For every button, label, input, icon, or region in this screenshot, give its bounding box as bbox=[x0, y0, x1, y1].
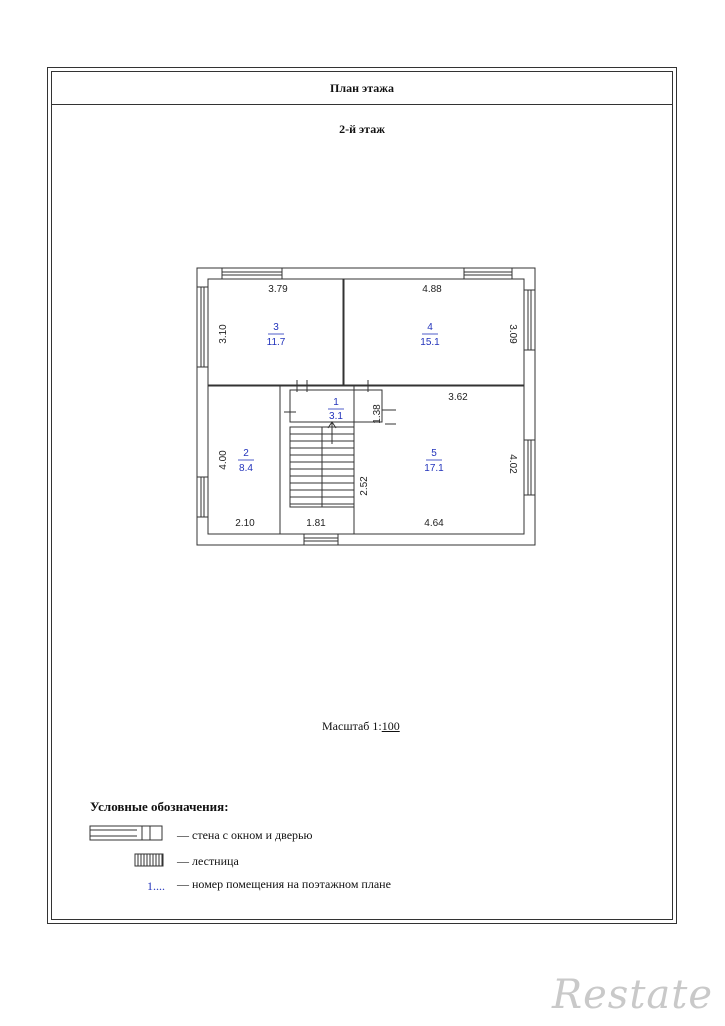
room-2-area: 8.4 bbox=[239, 463, 253, 474]
legend-item-wall: — стена с окном и дверью bbox=[177, 828, 313, 842]
room-3-area: 11.7 bbox=[266, 337, 286, 348]
hall-outline bbox=[280, 386, 354, 534]
legend-room-number-symbol: 1.... bbox=[147, 879, 165, 893]
window-right-upper bbox=[524, 290, 535, 350]
legend-item-room-number: — номер помещения на поэтажном плане bbox=[177, 877, 391, 891]
room-1-area: 3.1 bbox=[329, 411, 343, 422]
legend-item-stairs: — лестница bbox=[177, 854, 239, 868]
floor-plan bbox=[52, 72, 674, 921]
dim-room5-height: 4.02 bbox=[507, 454, 518, 474]
dim-room4-height: 3.09 bbox=[507, 324, 518, 344]
dim-room3-width: 3.79 bbox=[268, 284, 288, 295]
dim-room2-width: 2.10 bbox=[235, 518, 255, 529]
room-2-number: 2 bbox=[243, 448, 249, 459]
sheet-title: План этажа bbox=[52, 72, 672, 105]
legend-stair-symbol bbox=[135, 854, 163, 866]
room-4-area: 15.1 bbox=[420, 337, 440, 348]
scale-value: 100 bbox=[381, 719, 400, 733]
room-4-number: 4 bbox=[427, 322, 433, 333]
room-5-number: 5 bbox=[431, 448, 437, 459]
dim-room5-width: 4.64 bbox=[424, 518, 444, 529]
window-left-lower bbox=[197, 477, 208, 517]
dim-room4-width: 4.88 bbox=[422, 284, 442, 295]
legend-wall-symbol bbox=[90, 826, 162, 840]
legend-title: Условные обозначения: bbox=[90, 799, 229, 814]
window-top-right bbox=[464, 268, 512, 279]
room-5-area: 17.1 bbox=[424, 463, 444, 474]
sheet-inner-frame bbox=[51, 71, 673, 920]
restate-watermark: Restate bbox=[552, 972, 713, 1018]
scale-prefix: Масштаб 1: bbox=[322, 719, 382, 733]
dim-room5-width-top: 3.62 bbox=[448, 392, 468, 403]
staircase bbox=[290, 422, 354, 507]
window-top-left bbox=[222, 268, 282, 279]
window-bottom bbox=[304, 534, 338, 545]
dim-stair-height: 2.52 bbox=[359, 476, 370, 496]
window-left-upper bbox=[197, 287, 208, 367]
floor-label: 2-й этаж bbox=[339, 122, 385, 136]
dim-room2-height: 4.00 bbox=[218, 450, 229, 470]
dim-stair-width: 1.81 bbox=[306, 518, 326, 529]
dim-room3-height: 3.10 bbox=[218, 324, 229, 344]
scale-label bbox=[322, 719, 400, 734]
room-1-number: 1 bbox=[333, 397, 339, 408]
window-right-lower bbox=[524, 440, 535, 495]
dim-hall-height: 1.38 bbox=[372, 404, 383, 424]
room-3-number: 3 bbox=[273, 322, 279, 333]
sheet-frame bbox=[47, 67, 677, 924]
